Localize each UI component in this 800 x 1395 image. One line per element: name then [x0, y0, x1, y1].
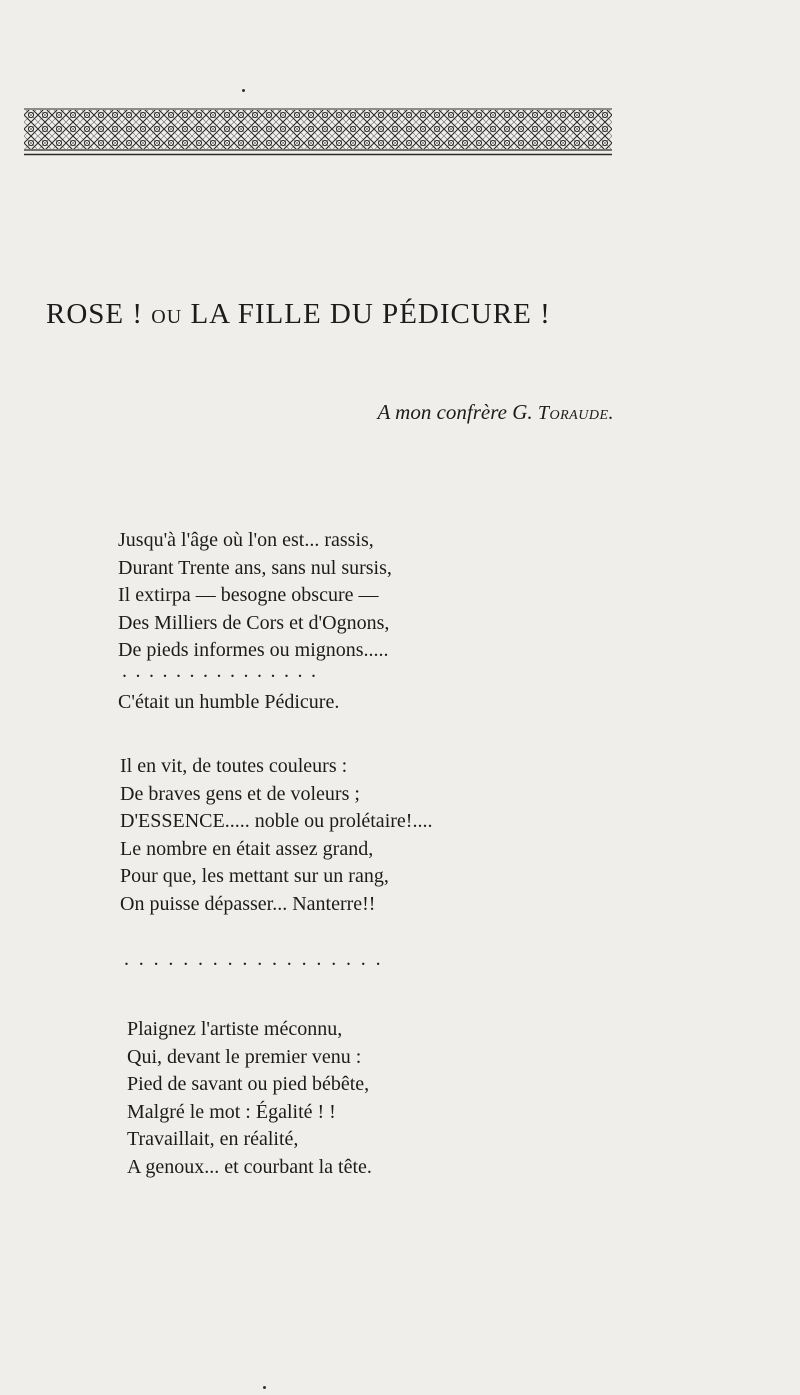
verse-line: De pieds informes ou mignons.....: [118, 639, 389, 661]
title-rest: LA FILLE DU PÉDICURE !: [190, 298, 551, 330]
title-ou: OU: [151, 306, 183, 328]
verse-line: Jusqu'à l'âge où l'on est... rassis,: [118, 529, 374, 551]
stanza-1-ending: [118, 689, 339, 717]
verse-line: Travaillait, en réalité,: [127, 1128, 299, 1150]
verse-line: Des Milliers de Cors et d'Ognons,: [118, 611, 390, 634]
title-rose: ROSE !: [46, 298, 144, 330]
ink-speck-top: [242, 89, 245, 92]
ink-speck-bottom: [263, 1386, 266, 1389]
poem-title: [46, 298, 666, 331]
verse-line: Plaignez l'artiste méconnu,: [127, 1018, 343, 1040]
ellipsis-row-1: ...............: [122, 660, 325, 682]
verse-line: Pied de savant ou pied bébête,: [127, 1073, 370, 1095]
verse-line: De braves gens et de voleurs ;: [120, 782, 360, 805]
verse-line: C'était un humble Pédicure.: [118, 691, 340, 713]
stanza-1: [118, 527, 392, 665]
verse-line: Le nombre en était assez grand,: [120, 837, 374, 860]
stanza-2: [120, 753, 432, 918]
ornamental-header-band: [24, 108, 612, 158]
dedication-name: Toraude.: [537, 402, 614, 424]
verse-line: Durant Trente ans, sans nul sursis,: [118, 556, 392, 579]
verse-line: Il extirpa — besogne obscure —: [118, 584, 379, 606]
dedication: [377, 400, 614, 425]
verse-line: Qui, devant le premier venu :: [127, 1045, 362, 1068]
verse-line: On puisse dépasser... Nanterre!!: [120, 892, 376, 915]
ellipsis-row-2: ..................: [124, 948, 391, 970]
verse-line: A genoux... et courbant la tête.: [127, 1155, 372, 1178]
verse-line: Pour que, les mettant sur un rang,: [120, 865, 389, 887]
verse-line: D'ESSENCE..... noble ou prolétaire!....: [120, 810, 433, 832]
dedication-prefix: A mon confrère G.: [377, 400, 533, 424]
verse-line: Malgré le mot : Égalité ! !: [127, 1100, 336, 1123]
verse-line: Il en vit, de toutes couleurs :: [120, 755, 348, 777]
stanza-3: [127, 1016, 372, 1181]
